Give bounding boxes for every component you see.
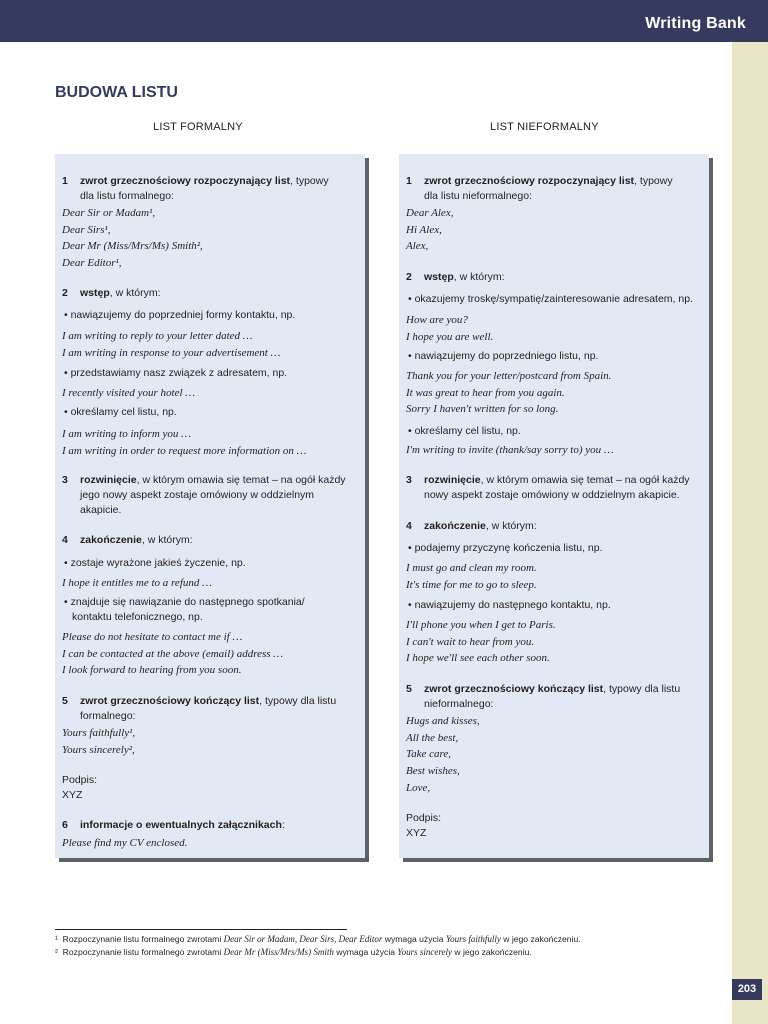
formal-ending-examples-1: I hope it entitles me to a refund … bbox=[62, 577, 212, 589]
formal-intro-bullet-1: • nawiązujemy do poprzedniej formy kontaktu, np. bbox=[62, 308, 370, 323]
footnote-divider bbox=[55, 929, 347, 930]
informal-ending-bullet-1: • podajemy przyczynę kończenia listu, np. bbox=[406, 541, 714, 556]
formal-intro-bullet-2: • przedstawiamy nasz związek z adresatem, np. bbox=[62, 366, 370, 381]
formal-signature: Podpis: XYZ bbox=[62, 774, 98, 801]
formal-section-5: 5 zwrot grzecznościowy kończący list, typowy dla listu formalnego: bbox=[62, 695, 337, 722]
informal-section-4: 4 zakończenie, w którym: bbox=[406, 520, 537, 532]
header-bar bbox=[0, 0, 768, 42]
formal-intro-bullet-3: • określamy cel listu, np. bbox=[62, 405, 370, 420]
page-title: BUDOWA LISTU bbox=[55, 84, 178, 101]
formal-section-4: 4 zakończenie, w którym: bbox=[62, 534, 193, 546]
informal-intro-examples-2: Thank you for your letter/postcard from Spain. It was great to hear from you again. Sorry I haven't written for so long. bbox=[406, 370, 612, 416]
formal-ending-examples-2: Please do not hesitate to contact me if … I can be contacted at the above (email) address … I look forward to hearing from you soon. bbox=[62, 631, 284, 677]
formal-section-3: 3 rozwinięcie, w którym omawia się temat – na ogół każdy jego nowy aspekt zostaje omówiony w oddzielnym akapicie. bbox=[62, 474, 346, 516]
informal-section-3: 3 rozwinięcie, w którym omawia się temat – na ogół każdy nowy aspekt zostaje omówiony w oddzielnym akapicie. bbox=[406, 474, 690, 501]
formal-attachment-example: Please find my CV enclosed. bbox=[62, 837, 188, 849]
informal-section-2: 2 wstęp, w którym: bbox=[406, 271, 505, 283]
page-number: 203 bbox=[732, 979, 762, 1000]
informal-intro-bullet-2: • nawiązujemy do poprzedniego listu, np. bbox=[406, 349, 714, 364]
informal-signature: Podpis: XYZ bbox=[406, 812, 442, 839]
informal-intro-bullet-1: • okazujemy troskę/sympatię/zainteresowanie adresatem, np. bbox=[406, 292, 714, 307]
formal-section-6: 6 informacje o ewentualnych załącznikach: bbox=[62, 819, 285, 831]
informal-section-5: 5 zwrot grzecznościowy kończący list, typowy dla listu nieformalnego: bbox=[406, 683, 681, 710]
informal-section-1: 1 zwrot grzecznościowy rozpoczynający list, typowy dla listu nieformalnego: bbox=[406, 175, 673, 202]
formal-ending-bullet-1: • zostaje wyrażone jakieś życzenie, np. bbox=[62, 556, 370, 571]
formal-letter-box bbox=[55, 154, 365, 858]
informal-column-title: LIST NIEFORMALNY bbox=[490, 121, 599, 133]
formal-intro-examples-1: I am writing to reply to your letter dated … I am writing in response to your advertisement … bbox=[62, 330, 281, 359]
informal-intro-bullet-3: • określamy cel listu, np. bbox=[406, 424, 714, 439]
footnote-1: ¹ Rozpoczynanie listu formalnego zwrotami Dear Sir or Madam, Dear Sirs, Dear Editor wymaga użycia Yours faithfully w jego zakończeniu. bbox=[55, 934, 581, 944]
informal-intro-examples-1: How are you? I hope you are well. bbox=[406, 314, 494, 343]
formal-section-2: 2 wstęp, w którym: bbox=[62, 287, 161, 299]
informal-ending-bullet-2: • nawiązujemy do następnego kontaktu, np. bbox=[406, 598, 714, 613]
informal-letter-box bbox=[399, 154, 709, 858]
informal-intro-examples-3: I'm writing to invite (thank/say sorry to) you … bbox=[406, 444, 614, 456]
formal-intro-examples-2: I recently visited your hotel … bbox=[62, 387, 196, 399]
formal-intro-examples-3: I am writing to inform you … I am writing in order to request more information on … bbox=[62, 428, 307, 457]
informal-ending-examples-1: I must go and clean my room. It's time for me to go to sleep. bbox=[406, 562, 537, 591]
formal-opening-examples: Dear Sir or Madam¹, Dear Sirs¹, Dear Mr (Miss/Mrs/Ms) Smith², Dear Editor¹, bbox=[62, 207, 203, 270]
informal-opening-examples: Dear Alex, Hi Alex, Alex, bbox=[406, 207, 454, 253]
footnote-2: ² Rozpoczynanie listu formalnego zwrotami Dear Mr (Miss/Mrs/Ms) Smith wymaga użycia Yours sincerely w jego zakończeniu. bbox=[55, 947, 532, 957]
formal-section-1: 1 zwrot grzecznościowy rozpoczynający list, typowy dla listu formalnego: bbox=[62, 175, 329, 202]
informal-ending-examples-2: I'll phone you when I get to Paris. I can't wait to hear from you. I hope we'll see each other soon. bbox=[406, 619, 556, 665]
side-strip bbox=[732, 42, 768, 1024]
formal-closing-examples: Yours faithfully¹, Yours sincerely², bbox=[62, 727, 136, 756]
formal-column-title: LIST FORMALNY bbox=[153, 121, 243, 133]
informal-closing-examples: Hugs and kisses, All the best, Take care, Best wishes, Love, bbox=[406, 715, 480, 794]
formal-ending-bullet-2: • znajduje się nawiązanie do następnego spotkania/ kontaktu telefonicznego, np. bbox=[62, 595, 370, 625]
header-title: Writing Bank bbox=[645, 15, 746, 32]
